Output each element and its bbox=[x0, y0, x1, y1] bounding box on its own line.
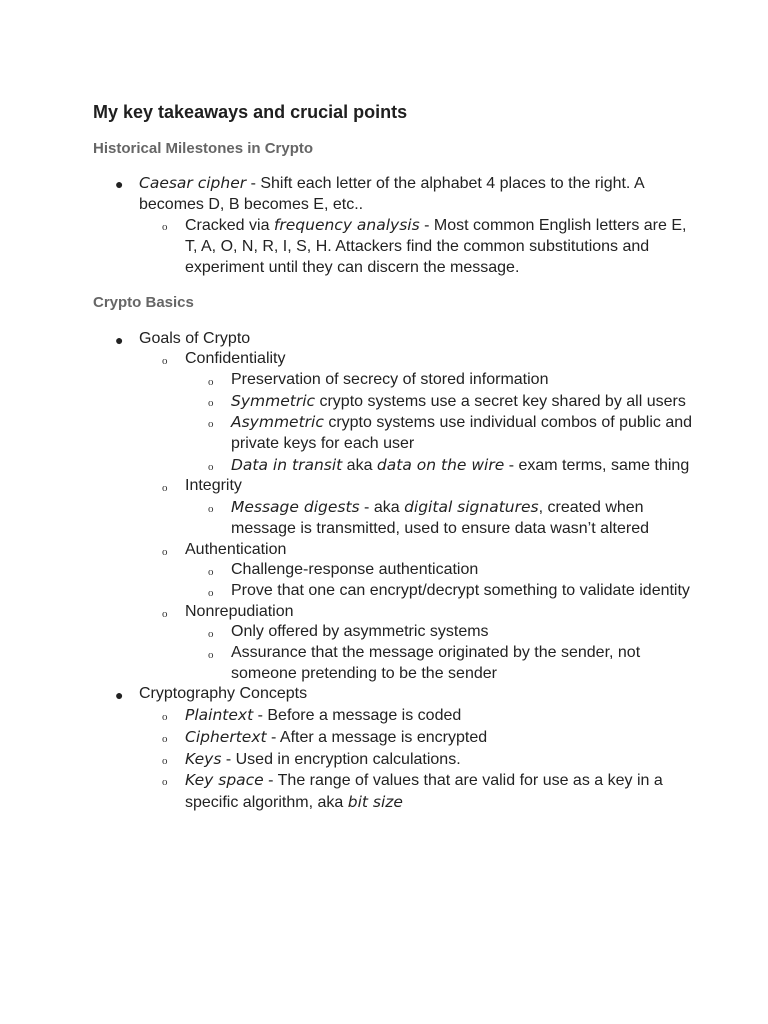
list-item-confidentiality bbox=[139, 349, 693, 476]
authentication-sublist bbox=[185, 560, 693, 601]
list-item bbox=[185, 412, 693, 454]
term-asymmetric: Asymmetric bbox=[231, 413, 324, 432]
term-data-in-transit: Data in transit bbox=[231, 455, 343, 474]
caesar-sublist bbox=[139, 215, 693, 278]
list-item-nonrepudiation bbox=[139, 602, 693, 685]
asymmetric-description: crypto systems use individual combos of public and private keys for each user bbox=[231, 414, 693, 453]
list-item bbox=[185, 497, 693, 539]
keyspace-description: - The range of values that are valid for use as a key in a specific algorithm, aka bbox=[185, 772, 663, 811]
digest-description: , created when message is transmitted, used to ensure data wasn’t altered bbox=[231, 499, 649, 537]
list-item-plaintext bbox=[139, 705, 693, 727]
list-item-frequency-analysis bbox=[139, 215, 693, 278]
list-item-ciphertext bbox=[139, 727, 693, 749]
concepts-sublist bbox=[139, 705, 693, 814]
list-item-keys bbox=[139, 749, 693, 771]
plaintext-description: - Before a message is coded bbox=[253, 707, 462, 725]
historical-list bbox=[93, 173, 693, 279]
term-key-space: Key space bbox=[185, 771, 264, 790]
integrity-sublist bbox=[185, 497, 693, 539]
authentication-label: Authentication bbox=[185, 540, 287, 558]
term-caesar-cipher: Caesar cipher bbox=[139, 174, 247, 192]
term-digital-signatures: digital signatures bbox=[404, 498, 539, 517]
nonrepudiation-label: Nonrepudiation bbox=[185, 602, 294, 620]
list-item bbox=[185, 391, 693, 413]
list-item-goals bbox=[93, 329, 693, 685]
list-item-key-space bbox=[139, 770, 693, 813]
goals-label: Goals of Crypto bbox=[139, 329, 251, 347]
list-item: o Only offered by asymmetric systems bbox=[185, 622, 693, 643]
list-item: o Preservation of secrecy of stored information bbox=[185, 370, 693, 391]
frequency-description: - Most common English letters are E, T, A, O, N, R, I, S, H. Attackers find the common substitutions and experiment until they can discern the message. bbox=[185, 217, 687, 276]
frequency-prefix: Cracked via bbox=[185, 217, 274, 235]
term-symmetric: Symmetric bbox=[231, 391, 316, 410]
aka-text: - aka bbox=[359, 499, 405, 517]
term-bit-size: bit size bbox=[347, 792, 403, 811]
symmetric-description: crypto systems use a secret key shared by all users bbox=[315, 392, 686, 410]
ciphertext-description: - After a message is encrypted bbox=[266, 728, 488, 746]
nonrepudiation-sublist bbox=[185, 622, 693, 684]
list-item-authentication bbox=[139, 540, 693, 602]
list-item-caesar bbox=[93, 173, 693, 279]
integrity-label: Integrity bbox=[185, 477, 242, 495]
basics-list bbox=[93, 329, 693, 814]
term-message-digests: Message digests bbox=[231, 498, 360, 517]
list-item: o Prove that one can encrypt/decrypt something to validate identity bbox=[185, 581, 693, 602]
term-frequency-analysis: frequency analysis bbox=[273, 216, 420, 235]
transit-description: - exam terms, same thing bbox=[504, 456, 690, 474]
section-heading-historical: Historical Milestones in Crypto bbox=[93, 140, 314, 157]
confidentiality-label: Confidentiality bbox=[185, 350, 286, 368]
list-item: o Challenge-response authentication bbox=[185, 560, 693, 581]
keys-description: - Used in encryption calculations. bbox=[221, 750, 461, 768]
confidentiality-sublist bbox=[185, 370, 693, 477]
aka-text: aka bbox=[342, 456, 377, 474]
document-title: My key takeaways and crucial points bbox=[93, 102, 408, 122]
list-item-concepts bbox=[93, 684, 693, 813]
term-plaintext: Plaintext bbox=[185, 706, 254, 725]
term-data-on-the-wire: data on the wire bbox=[376, 455, 505, 474]
list-item bbox=[185, 455, 693, 477]
term-ciphertext: Ciphertext bbox=[185, 727, 267, 746]
section-heading-basics: Crypto Basics bbox=[93, 293, 194, 311]
term-keys: Keys bbox=[185, 749, 222, 768]
list-item: o Assurance that the message originated by the sender, not someone pretending to be the sender bbox=[185, 643, 693, 684]
concepts-label: Cryptography Concepts bbox=[139, 685, 308, 703]
list-item-integrity bbox=[139, 476, 693, 539]
caesar-description: - Shift each letter of the alphabet 4 places to the right. A becomes D, B becomes E, etc.. bbox=[139, 175, 644, 213]
goals-sublist bbox=[139, 349, 693, 684]
